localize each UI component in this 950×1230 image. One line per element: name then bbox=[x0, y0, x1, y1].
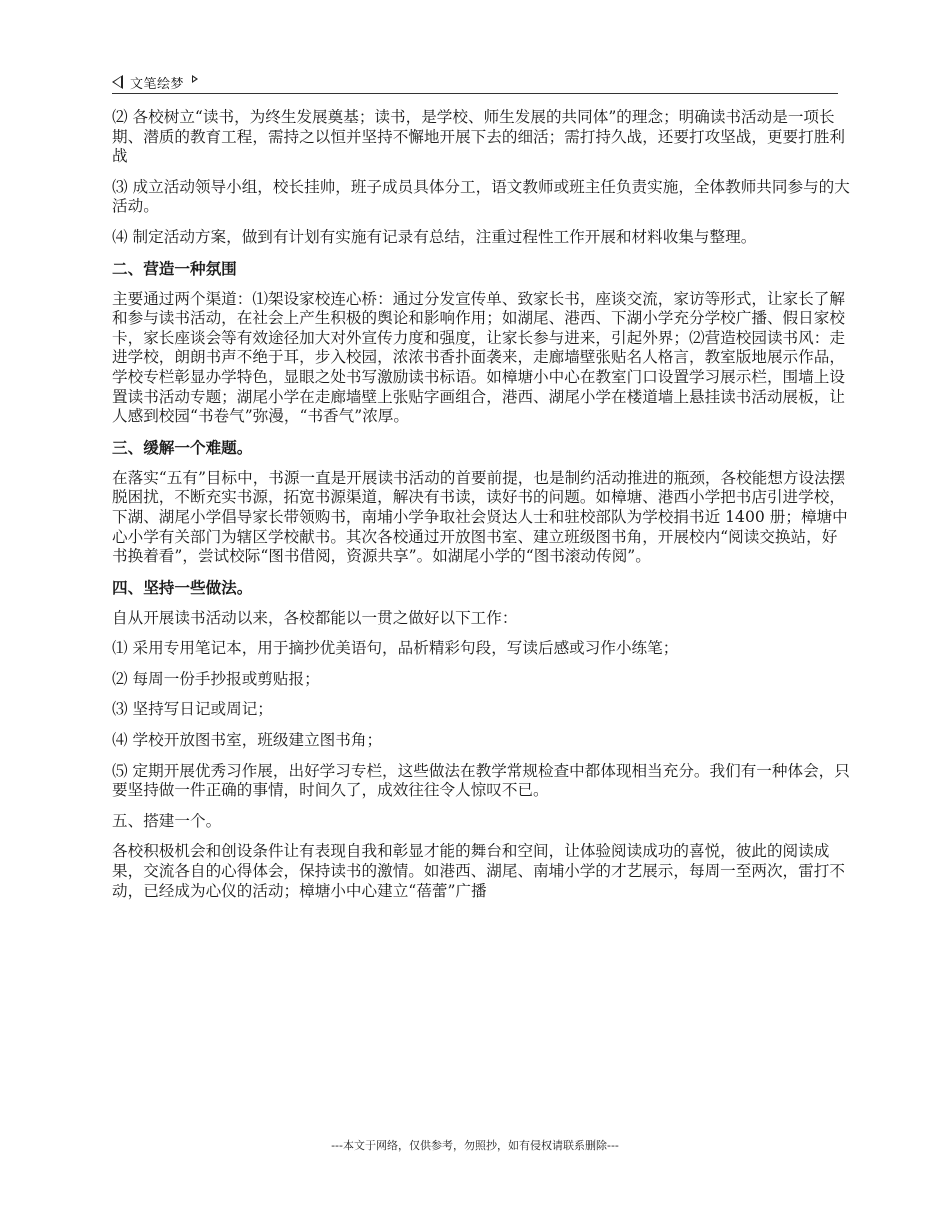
paragraph: 各校积极机会和创设条件让有表现自我和彰显才能的舞台和空间，让体验阅读成功的喜悦，彼此的阅读成果，交流各自的心得体会，保持读书的激情。如港西、湖尾、南埔小学的才艺展示，每周一至两次，雷打不动，已经成为心仪的活动；樟塘小中心建立“蓓蕾”广播 bbox=[112, 842, 845, 900]
section-heading: 二、营造一种氛围 bbox=[112, 259, 237, 278]
list-item: ⑴ 采用专用笔记本，用于摘抄优美语句，品析精彩句段，写读后感或习作小练笔； bbox=[112, 639, 679, 658]
paragraph: ⑷ 制定活动方案，做到有计划有实施有记录有总结，注重过程性工作开展和材料收集与整理。 bbox=[112, 227, 757, 246]
list-item: ⑷ 学校开放图书室，班级建立图书角； bbox=[112, 731, 383, 750]
list-item: ⑵ 每周一份手抄报或剪贴报； bbox=[112, 669, 320, 688]
paragraph: 主要通过两个渠道：⑴架设家校连心桥：通过分发宣传单、致家长书，座谈交流，家访等形式，让家长了解和参与读书活动，在社会上产生积极的舆论和影响作用；如湖尾、港西、下湖小学充分学校广播、假日家校卡，家长座谈会等有效途径加大对外宣传力度和强度，让家长参与进来，引起外界；⑵营造校园读书风：走进学校，朗朗书声不绝于耳，步入校园，浓浓书香扑面袭来，走廊墙壁张贴名人格言，教室版地展示作品，学校专栏彰显办学特色，显眼之处书写激励读书标语。如樟塘小中心在教室门口设置学习展示栏，围墙上设置读书活动专题；湖尾小学在走廊墙壁上张贴字画组合，港西、湖尾小学在楼道墙上悬挂读书活动展板，让人感到校园“书卷气”弥漫，“书香气”浓厚。 bbox=[112, 289, 845, 426]
paragraph: ⑵ 各校树立“读书，为终生发展奠基；读书，是学校、师生发展的共同体”的理念；明确读书活动是一项长期、潜质的教育工程，需持之以恒并坚持不懈地开展下去的细活；需打持久战，还要打攻坚战，更要打胜利战 bbox=[112, 108, 845, 166]
triangle-left-icon bbox=[112, 75, 123, 89]
brand-name: 文笔绘梦 bbox=[130, 76, 185, 92]
paragraph: 自从开展读书活动以来，各校都能以一贯之做好以下工作： bbox=[112, 608, 518, 627]
paragraph: 在落实“五有”目标中，书源一直是开展读书活动的首要前提，也是制约活动推进的瓶颈，各校能想方设法摆脱困扰，不断充实书源，拓宽书源渠道，解决有书读，读好书的问题。如樟塘、港西小学把书店引进学校，下湖、湖尾小学倡导家长带领购书，南埔小学争取社会贤达人士和驻校部队为学校捐书近 1400 册；樟塘中心小学有关部门为辖区学校献书。其次各校通过开放图书室、建立班级图书角，开展校内“阅读交换站，好书换着看”，尝试校际“图书借阅，资源共享”。如湖尾小学的“图书滚动传阅”。 bbox=[112, 468, 848, 566]
document-body bbox=[112, 108, 852, 912]
section-heading: 四、坚持一些做法。 bbox=[112, 578, 253, 597]
page-header bbox=[112, 72, 198, 92]
page-footer: ---本文于网络，仅供参考，勿照抄，如有侵权请联系删除--- bbox=[331, 1139, 619, 1152]
paragraph: ⑶ 成立活动领导小组，校长挂帅，班子成员具体分工，语文教师或班主任负责实施，全体教师共同参与的大活动。 bbox=[112, 177, 850, 216]
list-item: ⑸ 定期开展优秀习作展，出好学习专栏，这些做法在教学常规检查中都体现相当充分。我们有一种体会，只要坚持做一件正确的事情，时间久了，成效往往令人惊叹不已。 bbox=[112, 761, 850, 800]
triangle-right-icon bbox=[192, 75, 198, 83]
section-heading-plain: 五、搭建一个。 bbox=[112, 811, 222, 830]
list-item: ⑶ 坚持写日记或周记； bbox=[112, 700, 273, 719]
header-divider bbox=[112, 93, 838, 94]
section-heading: 三、缓解一个难题。 bbox=[112, 438, 253, 457]
